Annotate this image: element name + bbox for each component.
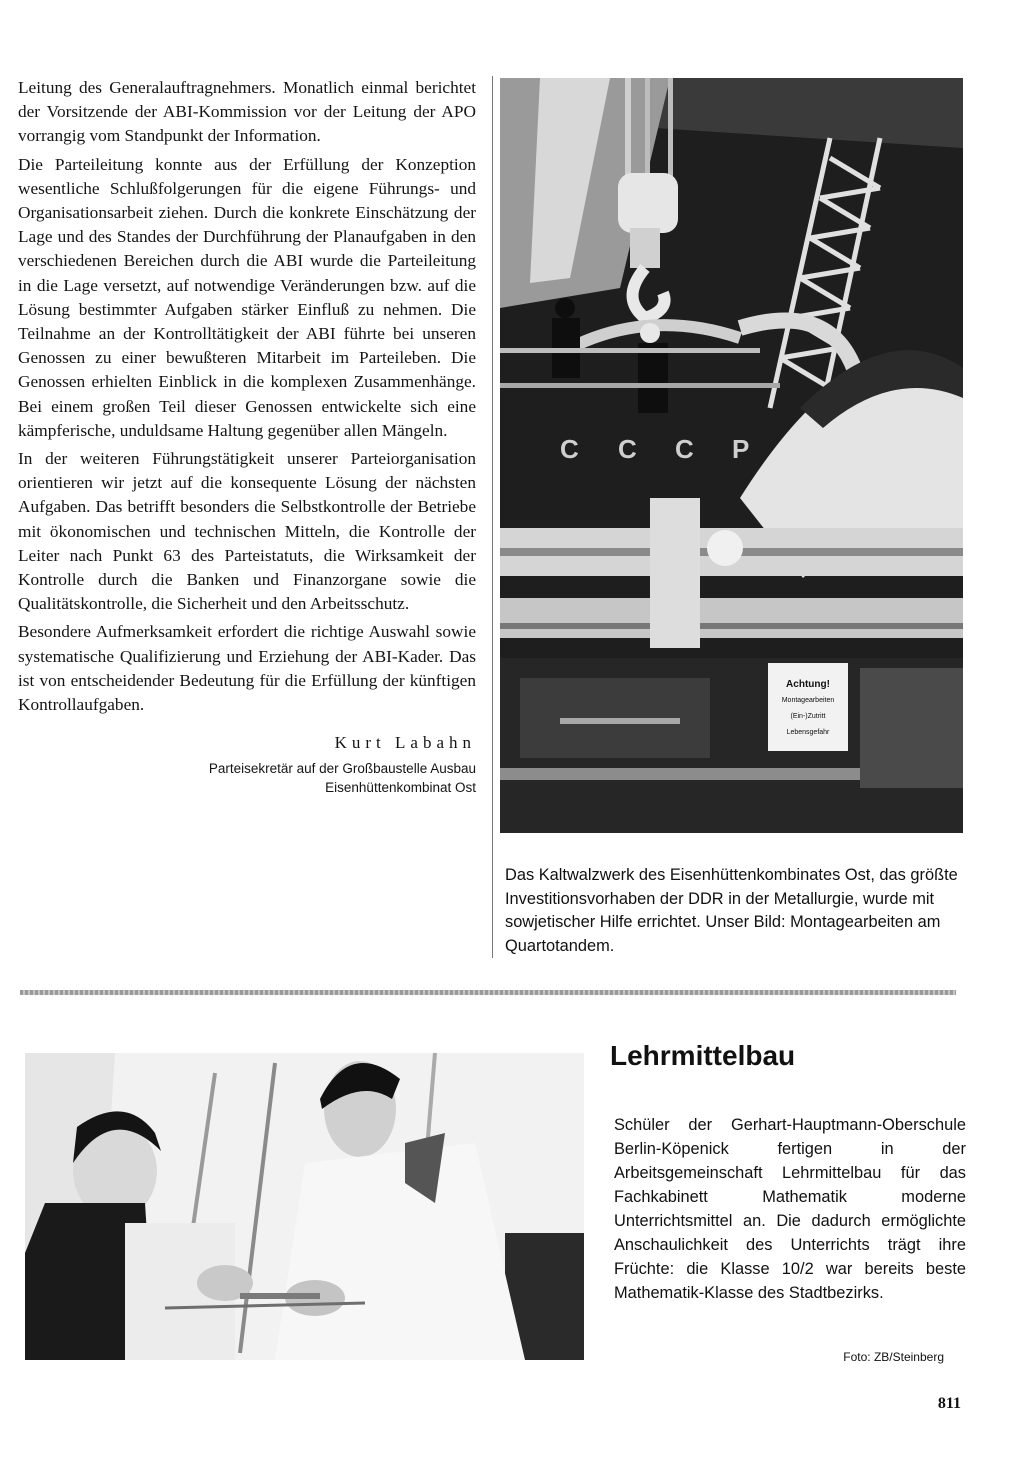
cccp-letter-3: C bbox=[675, 434, 694, 464]
students-photo bbox=[25, 1053, 584, 1360]
section-caption: Schüler der Gerhart-Hauptmann-Oberschule Berlin-Köpenick fertigen in der Arbeitsgemeinschaft Lehrmittelbau für das Fachkabinett Mathematik moderne Unterrichtsmittel an. Die dadurch ermöglichte Anschaulichkeit des Unterrichts trägt ihre Früchte: die Klasse 10/2 war bereits beste Mathematik-Klasse des Stadtbezirks. bbox=[614, 1116, 966, 1302]
sign-line-1: Achtung! bbox=[786, 679, 830, 690]
cccp-letter-2: C bbox=[618, 434, 637, 464]
article-paragraph-4: Besondere Aufmerksamkeit erfordert die richtige Auswahl sowie systematische Qualifizierung und Erziehung der ABI-Kader. Das ist von entscheidender Bedeutung für die Erfüllung der künftigen Kontrollaufgaben. bbox=[18, 622, 476, 715]
article-paragraph-3: In der weiteren Führungstätigkeit unserer Parteiorganisation orientieren wir jetzt auf die konsequente Lösung der nächsten Aufgaben. Das betrifft besonders die Selbstkontrolle der Betriebe mit ökonomischen und technischen Mitteln, die Kontrolle der Leiter nach Punkt 63 des Parteistatuts, die Wirksamkeit der Kontrolle durch die Banken und Finanzorgane sowie die Qualitätskontrolle, die Sicherheit und den Arbeitsschutz. bbox=[18, 449, 476, 614]
students-photo-drawing bbox=[25, 1053, 584, 1360]
photo-caption-top: Das Kaltwalzwerk des Eisenhüttenkombinates Ost, das größte Investitionsvorhaben der DDR in der Metallurgie, wurde mit sowjetischer Hilfe errichtet. Unser Bild: Montagearbeiten am Quartotandem. bbox=[505, 866, 958, 955]
article-paragraph-1: Leitung des Generalauftragnehmers. Monatlich einmal berichtet der Vorsitzende der ABI-Kommission vor der Leitung der APO vorrangig vom Standpunkt der Information. bbox=[18, 78, 476, 146]
author-role-line-1: Parteisekretär auf der Großbaustelle Ausbau bbox=[208, 761, 476, 777]
cccp-letter-1: C bbox=[560, 434, 579, 464]
article-column bbox=[18, 76, 476, 797]
sign-line-4: Lebensgefahr bbox=[786, 729, 830, 736]
column-divider bbox=[492, 76, 493, 958]
photo-credit: Foto: ZB/Steinberg bbox=[843, 1350, 944, 1364]
author-name: Kurt Labahn bbox=[334, 733, 476, 753]
page-number: 811 bbox=[937, 1395, 961, 1412]
sign-line-2: Montagearbeiten bbox=[781, 697, 835, 704]
section-title: Lehrmittelbau bbox=[610, 1040, 796, 1071]
author-role-line-2: Eisenhüttenkombinat Ost bbox=[325, 780, 476, 796]
author-role bbox=[18, 759, 476, 797]
article-paragraph-2: Die Parteileitung konnte aus der Erfüllung der Konzeption wesentliche Schlußfolgerungen für die eigene Führungs- und Organisationsarbeit ziehen. Durch die konkrete Einschätzung der Lage und des Standes der Durchführung der Planaufgaben in den verschiedenen Bereichen durch die ABI wurde die Parteileitung in die Lage versetzt, auf notwendige Veränderungen bzw. auf die Lösung bestimmter Aufgaben stärker Einfluß zu nehmen. Die Teilnahme an der Kontrolltätigkeit der ABI führte bei unseren Genossen zu einer bewußteren Mitarbeit im Parteileben. Die Genossen erhielten Einblick in die komplexen Zusammenhänge. Bei einem großen Teil dieser Genossen entwickelte sich eine kämpferische, unduldsame Haltung gegenüber allen Mängeln. bbox=[18, 154, 476, 440]
steel-mill-photo-drawing bbox=[500, 78, 963, 833]
section-divider bbox=[20, 990, 956, 995]
sign-line-3: (Ein-)Zutritt bbox=[790, 713, 826, 720]
cccp-letter-4: P bbox=[732, 434, 750, 464]
steel-mill-photo bbox=[500, 78, 963, 833]
